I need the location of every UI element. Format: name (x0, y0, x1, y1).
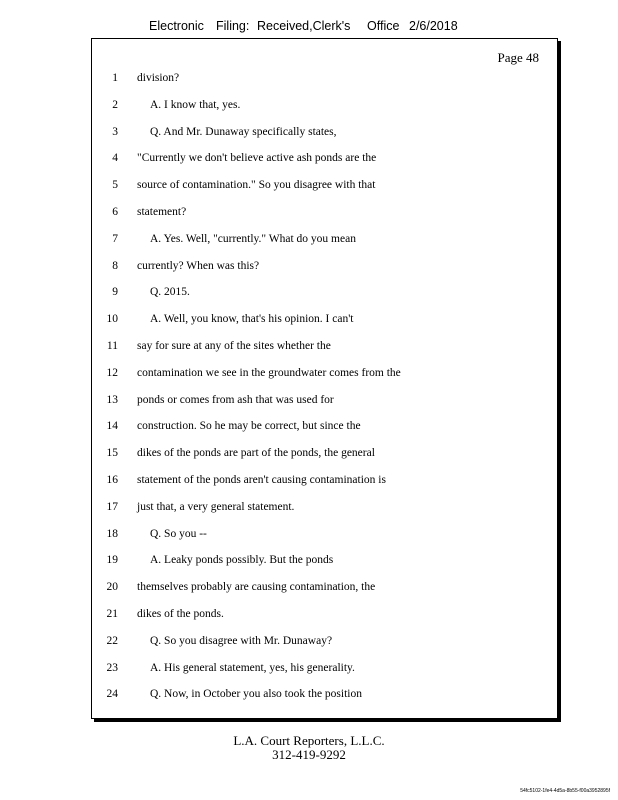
line-number: 13 (106, 393, 118, 406)
line-text: Q. So you disagree with Mr. Dunaway? (150, 634, 333, 647)
transcript-line (92, 394, 557, 412)
transcript-line (92, 474, 557, 492)
line-text: A. Leaky ponds possibly. But the ponds (150, 554, 334, 567)
line-number: 24 (106, 688, 118, 701)
line-number: 12 (106, 366, 118, 379)
transcript-page (91, 38, 558, 719)
transcript-line (92, 554, 557, 572)
line-number: 20 (106, 581, 118, 594)
document-id: 54fc5102-1fe4-4d5a-8b55-f00a3952895f (520, 788, 610, 794)
transcript-line (92, 581, 557, 599)
transcript-line (92, 340, 557, 358)
line-number: 22 (106, 634, 118, 647)
line-text: statement of the ponds aren't causing contamination is (137, 474, 386, 486)
header-received: Received,Clerk's (257, 19, 351, 33)
line-text: A. Yes. Well, "currently." What do you mean (150, 232, 356, 245)
transcript-line (92, 313, 557, 331)
transcript-line (92, 206, 557, 224)
line-number: 11 (106, 340, 118, 352)
line-number: 19 (106, 554, 118, 567)
transcript-line (92, 608, 557, 626)
transcript-line (92, 501, 557, 519)
line-text: say for sure at any of the sites whether the (137, 340, 331, 352)
line-number: 5 (112, 179, 118, 192)
line-text: Q. 2015. (150, 286, 190, 299)
line-text: dikes of the ponds are part of the ponds, the general (137, 447, 375, 460)
line-text: division? (137, 72, 180, 84)
line-text: A. His general statement, yes, his generality. (150, 661, 355, 674)
line-number: 6 (112, 206, 118, 218)
line-text: ponds or comes from ash that was used for (137, 393, 334, 406)
transcript-line (92, 126, 557, 144)
line-number: 1 (112, 72, 118, 84)
line-number: 2 (112, 98, 118, 111)
line-text: statement? (137, 206, 187, 218)
header-office: Office (367, 19, 400, 33)
line-text: dikes of the ponds. (137, 608, 224, 620)
line-number: 9 (112, 286, 118, 299)
line-number: 3 (112, 125, 118, 138)
line-number: 23 (106, 661, 118, 674)
footer-phone: 312-419-9292 (272, 747, 346, 762)
line-text: themselves probably are causing contamination, the (137, 581, 376, 594)
line-number: 17 (106, 500, 118, 513)
line-text: source of contamination." So you disagree with that (137, 179, 376, 192)
line-text: currently? When was this? (137, 259, 260, 272)
transcript-line (92, 99, 557, 117)
page-number: Page 48 (497, 50, 539, 65)
line-text: contamination we see in the groundwater comes from the (137, 366, 401, 379)
transcript-line (92, 447, 557, 465)
line-number: 14 (106, 420, 118, 433)
line-number: 4 (112, 152, 118, 165)
line-number: 18 (106, 527, 118, 540)
line-text: Q. And Mr. Dunaway specifically states, (150, 125, 337, 138)
transcript-line (92, 662, 557, 680)
line-text: Q. So you -- (150, 527, 207, 540)
transcript-line (92, 528, 557, 546)
line-text: A. Well, you know, that's his opinion. I can't (150, 313, 354, 326)
line-number: 16 (106, 474, 118, 486)
header-filing: Filing: (216, 19, 250, 33)
transcript-line (92, 286, 557, 304)
transcript-line (92, 233, 557, 251)
line-number: 21 (106, 608, 118, 620)
line-text: A. I know that, yes. (150, 98, 241, 111)
line-text: Q. Now, in October you also took the position (150, 688, 362, 701)
filing-header (0, 19, 618, 37)
transcript-line (92, 72, 557, 90)
header-electronic: Electronic (149, 19, 204, 33)
line-number: 15 (106, 447, 118, 460)
line-number: 7 (112, 232, 118, 245)
transcript-line (92, 179, 557, 197)
line-number: 8 (112, 259, 118, 272)
transcript-line (92, 152, 557, 170)
line-text: construction. So he may be correct, but since the (137, 420, 361, 433)
transcript-line (92, 420, 557, 438)
transcript-line (92, 688, 557, 706)
transcript-line (92, 635, 557, 653)
header-date: 2/6/2018 (409, 19, 458, 33)
line-text: "Currently we don't believe active ash ponds are the (137, 152, 377, 165)
footer-company: L.A. Court Reporters, L.L.C. (233, 733, 385, 748)
transcript-line (92, 367, 557, 385)
line-text: just that, a very general statement. (137, 500, 295, 513)
transcript-line (92, 260, 557, 278)
line-number: 10 (106, 313, 118, 326)
